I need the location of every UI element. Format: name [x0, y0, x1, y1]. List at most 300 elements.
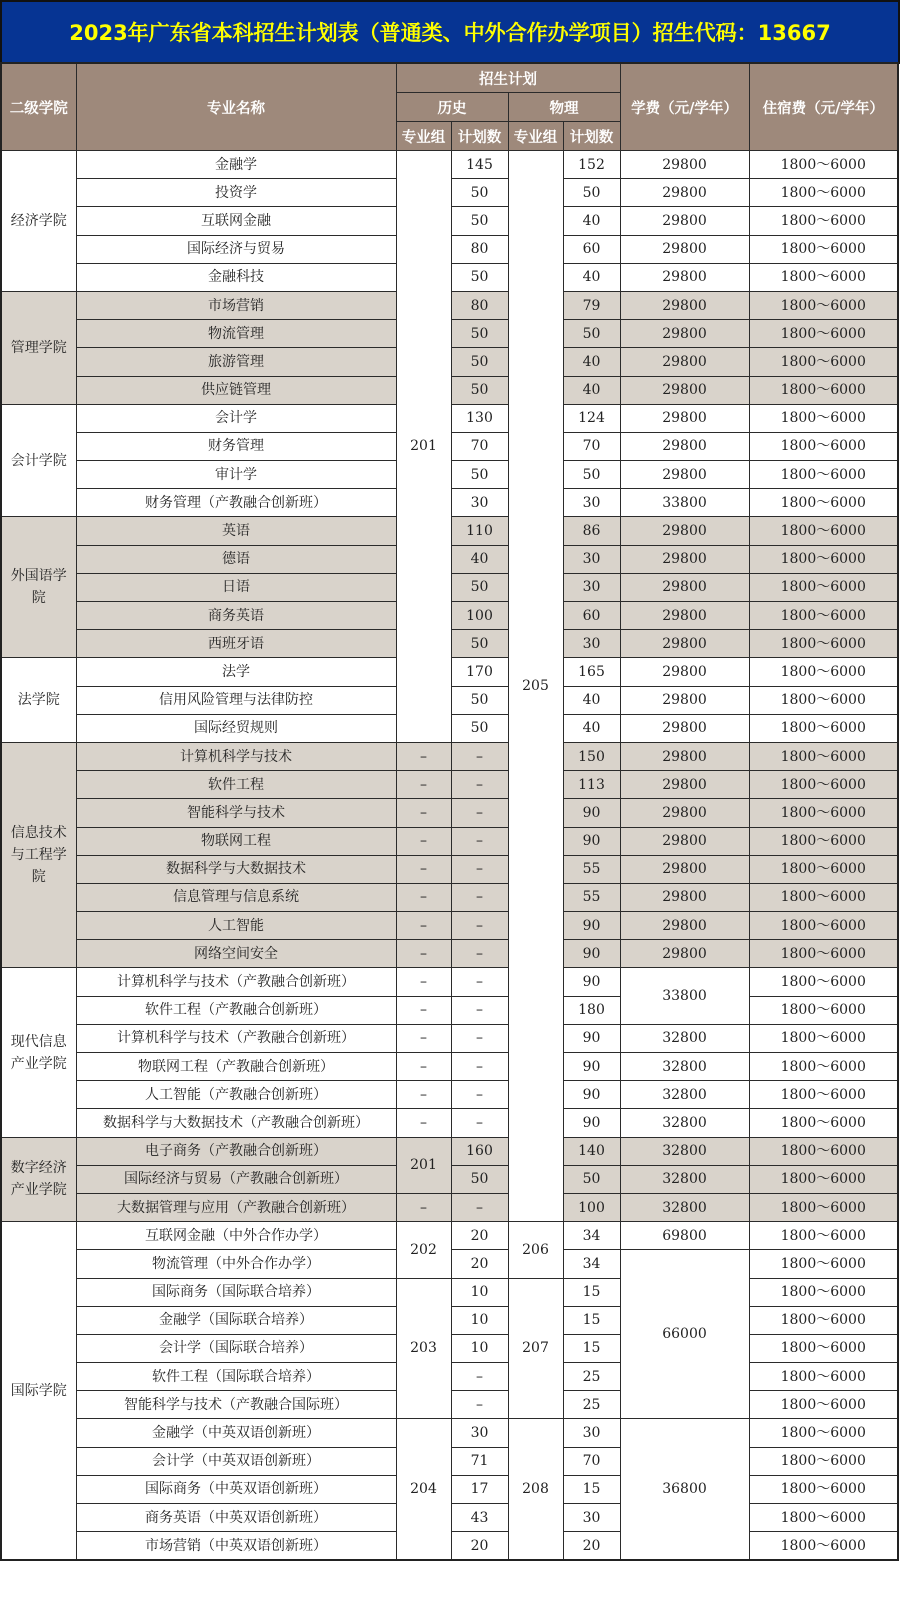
history-group-cell: – — [396, 1053, 451, 1081]
tuition-cell: 29800 — [620, 799, 749, 827]
physics-count-cell: 15 — [563, 1475, 620, 1503]
dorm-fee-cell: 1800～6000 — [749, 1391, 898, 1419]
dorm-fee-cell: 1800～6000 — [749, 827, 898, 855]
history-count-cell: 50 — [451, 320, 508, 348]
history-count-cell: – — [451, 1363, 508, 1391]
history-count-cell: 50 — [451, 714, 508, 742]
history-count-cell: 80 — [451, 235, 508, 263]
major-name: 大数据管理与应用（产教融合创新班） — [76, 1193, 396, 1221]
history-count-cell: 70 — [451, 432, 508, 460]
dorm-fee-cell: 1800～6000 — [749, 545, 898, 573]
physics-count-cell: 86 — [563, 517, 620, 545]
header-physics-count: 计划数 — [563, 122, 620, 151]
dorm-fee-cell: 1800～6000 — [749, 404, 898, 432]
major-name: 计算机科学与技术 — [76, 742, 396, 770]
tuition-cell: 29800 — [620, 602, 749, 630]
physics-count-cell: 20 — [563, 1532, 620, 1561]
physics-count-cell: 34 — [563, 1222, 620, 1250]
dorm-fee-cell: 1800～6000 — [749, 1024, 898, 1052]
history-group-cell: 202 — [396, 1222, 451, 1278]
tuition-cell: 29800 — [620, 320, 749, 348]
header-college: 二级学院 — [1, 63, 76, 151]
major-name: 金融学（国际联合培养） — [76, 1306, 396, 1334]
major-name: 市场营销（中英双语创新班） — [76, 1532, 396, 1561]
table-row — [1, 996, 898, 1024]
history-count-cell: – — [451, 799, 508, 827]
physics-count-cell: 40 — [563, 207, 620, 235]
history-count-cell: 20 — [451, 1222, 508, 1250]
history-count-cell: 10 — [451, 1278, 508, 1306]
dorm-fee-cell: 1800～6000 — [749, 630, 898, 658]
dorm-fee-cell: 1800～6000 — [749, 658, 898, 686]
dorm-fee-cell: 1800～6000 — [749, 1081, 898, 1109]
physics-count-cell: 150 — [563, 742, 620, 770]
dorm-fee-cell: 1800～6000 — [749, 855, 898, 883]
major-name: 国际经济与贸易 — [76, 235, 396, 263]
table-row — [1, 1278, 898, 1306]
tuition-cell: 33800 — [620, 968, 749, 1024]
dorm-fee-cell: 1800～6000 — [749, 263, 898, 291]
dorm-fee-cell: 1800～6000 — [749, 686, 898, 714]
major-name: 智能科学与技术（产教融合国际班） — [76, 1391, 396, 1419]
major-name: 国际商务（国际联合培养） — [76, 1278, 396, 1306]
college-name: 会计学院 — [1, 404, 76, 517]
physics-count-cell: 50 — [563, 320, 620, 348]
history-count-cell: 20 — [451, 1532, 508, 1561]
physics-count-cell: 90 — [563, 1024, 620, 1052]
dorm-fee-cell: 1800～6000 — [749, 1250, 898, 1278]
table-row — [1, 1024, 898, 1052]
history-count-cell: 50 — [451, 461, 508, 489]
history-group-cell: – — [396, 968, 451, 996]
major-name: 物流管理 — [76, 320, 396, 348]
history-count-cell: 50 — [451, 1165, 508, 1193]
table-row — [1, 912, 898, 940]
history-group-cell: – — [396, 742, 451, 770]
history-count-cell: 80 — [451, 291, 508, 319]
history-count-cell: 160 — [451, 1137, 508, 1165]
table-row — [1, 1109, 898, 1137]
table-row — [1, 1222, 898, 1250]
college-name: 国际学院 — [1, 1222, 76, 1561]
tuition-cell: 66000 — [620, 1250, 749, 1419]
history-count-cell: – — [451, 1024, 508, 1052]
physics-count-cell: 30 — [563, 573, 620, 601]
physics-count-cell: 90 — [563, 912, 620, 940]
physics-count-cell: 152 — [563, 151, 620, 179]
college-name: 外国语学院 — [1, 517, 76, 658]
dorm-fee-cell: 1800～6000 — [749, 1363, 898, 1391]
major-name: 软件工程（产教融合创新班） — [76, 996, 396, 1024]
table-row — [1, 771, 898, 799]
physics-count-cell: 30 — [563, 630, 620, 658]
history-count-cell: 50 — [451, 376, 508, 404]
major-name: 金融科技 — [76, 263, 396, 291]
header-tuition: 学费（元/学年） — [620, 63, 749, 151]
table-row — [1, 827, 898, 855]
dorm-fee-cell: 1800～6000 — [749, 771, 898, 799]
physics-count-cell: 30 — [563, 1504, 620, 1532]
physics-count-cell: 90 — [563, 827, 620, 855]
dorm-fee-cell: 1800～6000 — [749, 968, 898, 996]
tuition-cell: 29800 — [620, 235, 749, 263]
history-count-cell: 43 — [451, 1504, 508, 1532]
header-history-count: 计划数 — [451, 122, 508, 151]
history-group-cell: – — [396, 1081, 451, 1109]
physics-count-cell: 40 — [563, 376, 620, 404]
major-name: 旅游管理 — [76, 348, 396, 376]
physics-group-cell: 205 — [508, 151, 563, 1222]
major-name: 德语 — [76, 545, 396, 573]
major-name: 商务英语 — [76, 602, 396, 630]
tuition-cell: 29800 — [620, 207, 749, 235]
history-group-cell: – — [396, 1024, 451, 1052]
history-group-cell: – — [396, 996, 451, 1024]
major-name: 商务英语（中英双语创新班） — [76, 1504, 396, 1532]
major-name: 人工智能（产教融合创新班） — [76, 1081, 396, 1109]
history-count-cell: – — [451, 912, 508, 940]
tuition-cell: 29800 — [620, 658, 749, 686]
dorm-fee-cell: 1800～6000 — [749, 912, 898, 940]
major-name: 信息管理与信息系统 — [76, 883, 396, 911]
major-name: 西班牙语 — [76, 630, 396, 658]
physics-count-cell: 165 — [563, 658, 620, 686]
major-name: 智能科学与技术 — [76, 799, 396, 827]
dorm-fee-cell: 1800～6000 — [749, 1053, 898, 1081]
dorm-fee-cell: 1800～6000 — [749, 1137, 898, 1165]
history-group-cell: 203 — [396, 1278, 451, 1419]
history-count-cell: 50 — [451, 686, 508, 714]
major-name: 物流管理（中外合作办学） — [76, 1250, 396, 1278]
header-dorm: 住宿费（元/学年） — [749, 63, 898, 151]
physics-count-cell: 90 — [563, 1109, 620, 1137]
dorm-fee-cell: 1800～6000 — [749, 348, 898, 376]
history-count-cell: 170 — [451, 658, 508, 686]
tuition-cell: 29800 — [620, 461, 749, 489]
major-name: 软件工程（国际联合培养） — [76, 1363, 396, 1391]
physics-count-cell: 40 — [563, 348, 620, 376]
major-name: 供应链管理 — [76, 376, 396, 404]
table-row — [1, 1419, 898, 1447]
physics-count-cell: 55 — [563, 855, 620, 883]
history-count-cell: 30 — [451, 489, 508, 517]
table-row — [1, 742, 898, 770]
history-group-cell: – — [396, 827, 451, 855]
history-group-cell: – — [396, 1109, 451, 1137]
dorm-fee-cell: 1800～6000 — [749, 1419, 898, 1447]
history-group-cell: – — [396, 912, 451, 940]
major-name: 金融学 — [76, 151, 396, 179]
tuition-cell: 29800 — [620, 291, 749, 319]
dorm-fee-cell: 1800～6000 — [749, 179, 898, 207]
history-count-cell: 130 — [451, 404, 508, 432]
history-count-cell: 110 — [451, 517, 508, 545]
dorm-fee-cell: 1800～6000 — [749, 376, 898, 404]
table-row — [1, 940, 898, 968]
major-name: 法学 — [76, 658, 396, 686]
history-count-cell: 30 — [451, 1419, 508, 1447]
tuition-cell: 29800 — [620, 151, 749, 179]
physics-count-cell: 79 — [563, 291, 620, 319]
physics-count-cell: 50 — [563, 461, 620, 489]
physics-count-cell: 50 — [563, 179, 620, 207]
dorm-fee-cell: 1800～6000 — [749, 1475, 898, 1503]
dorm-fee-cell: 1800～6000 — [749, 1447, 898, 1475]
tuition-cell: 29800 — [620, 714, 749, 742]
dorm-fee-cell: 1800～6000 — [749, 573, 898, 601]
history-count-cell: 145 — [451, 151, 508, 179]
major-name: 互联网金融（中外合作办学） — [76, 1222, 396, 1250]
tuition-cell: 32800 — [620, 1081, 749, 1109]
tuition-cell: 32800 — [620, 1053, 749, 1081]
history-group-cell: – — [396, 940, 451, 968]
history-count-cell: 50 — [451, 573, 508, 601]
history-count-cell: – — [451, 1081, 508, 1109]
dorm-fee-cell: 1800～6000 — [749, 1504, 898, 1532]
physics-count-cell: 25 — [563, 1363, 620, 1391]
dorm-fee-cell: 1800～6000 — [749, 151, 898, 179]
history-count-cell: – — [451, 940, 508, 968]
history-count-cell: 40 — [451, 545, 508, 573]
header-physics: 物理 — [508, 93, 620, 122]
header-history: 历史 — [396, 93, 508, 122]
history-count-cell: – — [451, 883, 508, 911]
history-count-cell: – — [451, 1053, 508, 1081]
tuition-cell: 29800 — [620, 686, 749, 714]
history-group-cell: 204 — [396, 1419, 451, 1560]
dorm-fee-cell: 1800～6000 — [749, 940, 898, 968]
college-name: 经济学院 — [1, 151, 76, 292]
tuition-cell: 69800 — [620, 1222, 749, 1250]
tuition-cell: 29800 — [620, 573, 749, 601]
physics-group-cell: 208 — [508, 1419, 563, 1560]
major-name: 物联网工程 — [76, 827, 396, 855]
physics-count-cell: 60 — [563, 602, 620, 630]
tuition-cell: 32800 — [620, 1137, 749, 1165]
dorm-fee-cell: 1800～6000 — [749, 714, 898, 742]
tuition-cell: 29800 — [620, 545, 749, 573]
major-name: 金融学（中英双语创新班） — [76, 1419, 396, 1447]
history-count-cell: – — [451, 968, 508, 996]
tuition-cell: 36800 — [620, 1419, 749, 1560]
table-row — [1, 968, 898, 996]
history-count-cell: 100 — [451, 602, 508, 630]
major-name: 物联网工程（产教融合创新班） — [76, 1053, 396, 1081]
dorm-fee-cell: 1800～6000 — [749, 1165, 898, 1193]
major-name: 国际商务（中英双语创新班） — [76, 1475, 396, 1503]
table-row — [1, 799, 898, 827]
dorm-fee-cell: 1800～6000 — [749, 742, 898, 770]
history-count-cell: – — [451, 771, 508, 799]
history-count-cell: – — [451, 996, 508, 1024]
major-name: 计算机科学与技术（产教融合创新班） — [76, 968, 396, 996]
major-name: 会计学 — [76, 404, 396, 432]
header-history-group: 专业组 — [396, 122, 451, 151]
history-count-cell: 20 — [451, 1250, 508, 1278]
history-count-cell: 50 — [451, 348, 508, 376]
major-name: 财务管理（产教融合创新班） — [76, 489, 396, 517]
tuition-cell: 33800 — [620, 489, 749, 517]
tuition-cell: 29800 — [620, 432, 749, 460]
dorm-fee-cell: 1800～6000 — [749, 1334, 898, 1362]
history-count-cell: 17 — [451, 1475, 508, 1503]
major-name: 财务管理 — [76, 432, 396, 460]
dorm-fee-cell: 1800～6000 — [749, 1222, 898, 1250]
major-name: 国际经济与贸易（产教融合创新班） — [76, 1165, 396, 1193]
history-count-cell: – — [451, 827, 508, 855]
dorm-fee-cell: 1800～6000 — [749, 207, 898, 235]
history-count-cell: – — [451, 742, 508, 770]
tuition-cell: 29800 — [620, 940, 749, 968]
physics-count-cell: 90 — [563, 968, 620, 996]
physics-count-cell: 25 — [563, 1391, 620, 1419]
history-count-cell: – — [451, 855, 508, 883]
college-name: 管理学院 — [1, 291, 76, 404]
physics-count-cell: 60 — [563, 235, 620, 263]
history-count-cell: 50 — [451, 630, 508, 658]
dorm-fee-cell: 1800～6000 — [749, 883, 898, 911]
physics-count-cell: 34 — [563, 1250, 620, 1278]
history-group-cell: – — [396, 883, 451, 911]
dorm-fee-cell: 1800～6000 — [749, 996, 898, 1024]
history-count-cell: 50 — [451, 179, 508, 207]
physics-count-cell: 30 — [563, 1419, 620, 1447]
dorm-fee-cell: 1800～6000 — [749, 432, 898, 460]
physics-count-cell: 90 — [563, 1053, 620, 1081]
page-title: 2023年广东省本科招生计划表（普通类、中外合作办学项目）招生代码：13667 — [0, 0, 900, 64]
college-name: 法学院 — [1, 658, 76, 743]
tuition-cell: 29800 — [620, 179, 749, 207]
physics-count-cell: 140 — [563, 1137, 620, 1165]
dorm-fee-cell: 1800～6000 — [749, 489, 898, 517]
dorm-fee-cell: 1800～6000 — [749, 1193, 898, 1221]
header-plan: 招生计划 — [396, 63, 620, 93]
dorm-fee-cell: 1800～6000 — [749, 235, 898, 263]
dorm-fee-cell: 1800～6000 — [749, 291, 898, 319]
physics-count-cell: 55 — [563, 883, 620, 911]
tuition-cell: 32800 — [620, 1109, 749, 1137]
table-row — [1, 1137, 898, 1165]
table-row — [1, 1081, 898, 1109]
major-name: 审计学 — [76, 461, 396, 489]
dorm-fee-cell: 1800～6000 — [749, 517, 898, 545]
history-group-cell: 201 — [396, 151, 451, 743]
college-name: 信息技术与工程学院 — [1, 742, 76, 968]
dorm-fee-cell: 1800～6000 — [749, 320, 898, 348]
physics-count-cell: 30 — [563, 489, 620, 517]
physics-count-cell: 100 — [563, 1193, 620, 1221]
history-group-cell: – — [396, 771, 451, 799]
history-group-cell: – — [396, 1193, 451, 1221]
physics-count-cell: 90 — [563, 1081, 620, 1109]
physics-count-cell: 15 — [563, 1306, 620, 1334]
major-name: 计算机科学与技术（产教融合创新班） — [76, 1024, 396, 1052]
tuition-cell: 29800 — [620, 517, 749, 545]
history-count-cell: 50 — [451, 207, 508, 235]
physics-count-cell: 15 — [563, 1334, 620, 1362]
history-count-cell: – — [451, 1193, 508, 1221]
major-name: 信用风险管理与法律防控 — [76, 686, 396, 714]
tuition-cell: 32800 — [620, 1193, 749, 1221]
history-count-cell: – — [451, 1109, 508, 1137]
dorm-fee-cell: 1800～6000 — [749, 799, 898, 827]
physics-count-cell: 90 — [563, 940, 620, 968]
major-name: 会计学（国际联合培养） — [76, 1334, 396, 1362]
physics-count-cell: 124 — [563, 404, 620, 432]
history-group-cell: – — [396, 855, 451, 883]
physics-count-cell: 50 — [563, 1165, 620, 1193]
history-count-cell: 71 — [451, 1447, 508, 1475]
dorm-fee-cell: 1800～6000 — [749, 1278, 898, 1306]
history-count-cell: – — [451, 1391, 508, 1419]
history-count-cell: 10 — [451, 1306, 508, 1334]
physics-count-cell: 40 — [563, 263, 620, 291]
major-name: 英语 — [76, 517, 396, 545]
history-count-cell: 50 — [451, 263, 508, 291]
tuition-cell: 29800 — [620, 630, 749, 658]
tuition-cell: 29800 — [620, 376, 749, 404]
physics-count-cell: 15 — [563, 1278, 620, 1306]
header-major: 专业名称 — [76, 63, 396, 151]
tuition-cell: 29800 — [620, 912, 749, 940]
table-row — [1, 1193, 898, 1221]
major-name: 数据科学与大数据技术（产教融合创新班） — [76, 1109, 396, 1137]
table-row — [1, 1053, 898, 1081]
table-row — [1, 883, 898, 911]
major-name: 软件工程 — [76, 771, 396, 799]
physics-count-cell: 30 — [563, 545, 620, 573]
major-name: 人工智能 — [76, 912, 396, 940]
dorm-fee-cell: 1800～6000 — [749, 461, 898, 489]
tuition-cell: 29800 — [620, 742, 749, 770]
dorm-fee-cell: 1800～6000 — [749, 1109, 898, 1137]
tuition-cell: 29800 — [620, 883, 749, 911]
tuition-cell: 32800 — [620, 1024, 749, 1052]
major-name: 互联网金融 — [76, 207, 396, 235]
major-name: 电子商务（产教融合创新班） — [76, 1137, 396, 1165]
history-group-cell: 201 — [396, 1137, 451, 1193]
major-name: 会计学（中英双语创新班） — [76, 1447, 396, 1475]
physics-group-cell: 207 — [508, 1278, 563, 1419]
history-group-cell: – — [396, 799, 451, 827]
physics-count-cell: 180 — [563, 996, 620, 1024]
college-name: 数字经济产业学院 — [1, 1137, 76, 1222]
major-name: 市场营销 — [76, 291, 396, 319]
physics-count-cell: 40 — [563, 714, 620, 742]
history-count-cell: 10 — [451, 1334, 508, 1362]
header-physics-group: 专业组 — [508, 122, 563, 151]
physics-count-cell: 113 — [563, 771, 620, 799]
tuition-cell: 29800 — [620, 404, 749, 432]
table-row — [1, 855, 898, 883]
enrollment-plan-table — [0, 62, 899, 1561]
tuition-cell: 32800 — [620, 1165, 749, 1193]
physics-count-cell: 90 — [563, 799, 620, 827]
dorm-fee-cell: 1800～6000 — [749, 1532, 898, 1561]
tuition-cell: 29800 — [620, 855, 749, 883]
major-name: 网络空间安全 — [76, 940, 396, 968]
table-row — [1, 151, 898, 179]
physics-count-cell: 40 — [563, 686, 620, 714]
tuition-cell: 29800 — [620, 263, 749, 291]
major-name: 数据科学与大数据技术 — [76, 855, 396, 883]
dorm-fee-cell: 1800～6000 — [749, 1306, 898, 1334]
college-name: 现代信息产业学院 — [1, 968, 76, 1137]
major-name: 投资学 — [76, 179, 396, 207]
tuition-cell: 29800 — [620, 827, 749, 855]
physics-group-cell: 206 — [508, 1222, 563, 1278]
physics-count-cell: 70 — [563, 1447, 620, 1475]
